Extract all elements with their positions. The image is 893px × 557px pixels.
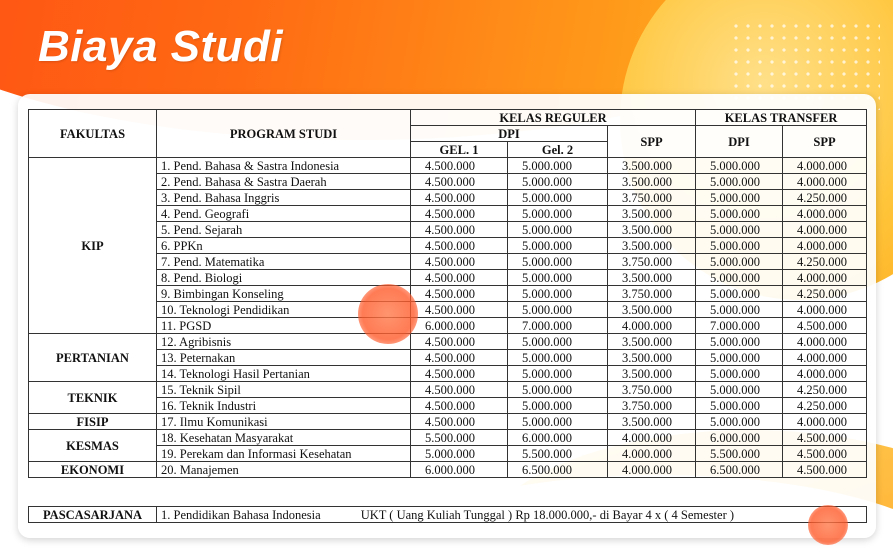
faculty-name: FISIP <box>29 414 157 430</box>
program-name: 18. Kesehatan Masyarakat <box>157 430 411 446</box>
gel1-value: 4.500.000 <box>411 254 508 270</box>
transfer-spp-value: 4.000.000 <box>783 350 867 366</box>
spp-value: 4.000.000 <box>608 462 696 478</box>
program-name: 15. Teknik Sipil <box>157 382 411 398</box>
gel2-value: 5.000.000 <box>508 190 608 206</box>
table-row <box>29 382 867 398</box>
gel1-value: 4.500.000 <box>411 350 508 366</box>
spp-value: 3.500.000 <box>608 222 696 238</box>
gel2-value: 5.000.000 <box>508 270 608 286</box>
gel2-value: 7.000.000 <box>508 318 608 334</box>
program-name: 6. PPKn <box>157 238 411 254</box>
transfer-dpi-value: 5.000.000 <box>696 334 783 350</box>
transfer-spp-value: 4.000.000 <box>783 206 867 222</box>
spp-value: 3.750.000 <box>608 254 696 270</box>
program-name: 5. Pend. Sejarah <box>157 222 411 238</box>
gel1-value: 4.500.000 <box>411 190 508 206</box>
faculty-name: EKONOMI <box>29 462 157 478</box>
header-reguler-dpi: DPI <box>411 126 608 142</box>
program-name: 17. Ilmu Komunikasi <box>157 414 411 430</box>
transfer-spp-value: 4.000.000 <box>783 174 867 190</box>
transfer-dpi-value: 5.000.000 <box>696 190 783 206</box>
transfer-dpi-value: 5.000.000 <box>696 158 783 174</box>
gel2-value: 6.500.000 <box>508 462 608 478</box>
transfer-spp-value: 4.250.000 <box>783 398 867 414</box>
transfer-spp-value: 4.250.000 <box>783 190 867 206</box>
gel1-value: 4.500.000 <box>411 366 508 382</box>
transfer-dpi-value: 5.000.000 <box>696 286 783 302</box>
gel2-value: 5.000.000 <box>508 366 608 382</box>
program-name: 2. Pend. Bahasa & Sastra Daerah <box>157 174 411 190</box>
transfer-spp-value: 4.250.000 <box>783 382 867 398</box>
header-transfer-spp: SPP <box>783 126 867 158</box>
gel2-value: 5.000.000 <box>508 350 608 366</box>
transfer-spp-value: 4.500.000 <box>783 446 867 462</box>
gel1-value: 4.500.000 <box>411 286 508 302</box>
gel2-value: 5.000.000 <box>508 174 608 190</box>
spp-value: 3.500.000 <box>608 414 696 430</box>
gel1-value: 4.500.000 <box>411 158 508 174</box>
program-name: 10. Teknologi Pendidikan <box>157 302 411 318</box>
decorative-circle <box>358 284 418 344</box>
transfer-dpi-value: 5.000.000 <box>696 366 783 382</box>
spp-value: 4.000.000 <box>608 318 696 334</box>
spp-value: 3.750.000 <box>608 398 696 414</box>
gel1-value: 4.500.000 <box>411 270 508 286</box>
spp-value: 3.500.000 <box>608 158 696 174</box>
fee-table <box>28 109 867 478</box>
gel2-value: 6.000.000 <box>508 430 608 446</box>
transfer-spp-value: 4.000.000 <box>783 222 867 238</box>
gel2-value: 5.000.000 <box>508 382 608 398</box>
program-name: 13. Peternakan <box>157 350 411 366</box>
spp-value: 3.500.000 <box>608 334 696 350</box>
transfer-spp-value: 4.500.000 <box>783 430 867 446</box>
transfer-dpi-value: 5.000.000 <box>696 174 783 190</box>
gel2-value: 5.000.000 <box>508 302 608 318</box>
table-row <box>29 158 867 174</box>
gel2-value: 5.500.000 <box>508 446 608 462</box>
fee-table-body <box>29 158 867 478</box>
spp-value: 3.500.000 <box>608 350 696 366</box>
spp-value: 3.750.000 <box>608 382 696 398</box>
transfer-spp-value: 4.000.000 <box>783 302 867 318</box>
gel2-value: 5.000.000 <box>508 206 608 222</box>
program-name: 7. Pend. Matematika <box>157 254 411 270</box>
transfer-dpi-value: 5.000.000 <box>696 254 783 270</box>
faculty-name: KESMAS <box>29 430 157 462</box>
gel1-value: 4.500.000 <box>411 382 508 398</box>
gel2-value: 5.000.000 <box>508 158 608 174</box>
pascasarjana-row <box>29 507 867 523</box>
transfer-dpi-value: 5.000.000 <box>696 382 783 398</box>
transfer-dpi-value: 6.500.000 <box>696 462 783 478</box>
transfer-spp-value: 4.250.000 <box>783 254 867 270</box>
gel2-value: 5.000.000 <box>508 286 608 302</box>
gel1-value: 6.000.000 <box>411 318 508 334</box>
transfer-dpi-value: 5.000.000 <box>696 270 783 286</box>
spp-value: 3.750.000 <box>608 286 696 302</box>
table-row <box>29 334 867 350</box>
program-name: 11. PGSD <box>157 318 411 334</box>
gel1-value: 4.500.000 <box>411 222 508 238</box>
table-row <box>29 414 867 430</box>
transfer-dpi-value: 5.000.000 <box>696 206 783 222</box>
pascasarjana-note: UKT ( Uang Kuliah Tunggal ) Rp 18.000.000,- di Bayar 4 x ( 4 Semester ) <box>360 507 735 522</box>
program-name: 1. Pend. Bahasa & Sastra Indonesia <box>157 158 411 174</box>
gel1-value: 5.000.000 <box>411 446 508 462</box>
spp-value: 3.500.000 <box>608 174 696 190</box>
pascasarjana-faculty: PASCASARJANA <box>29 507 157 523</box>
gel1-value: 4.500.000 <box>411 334 508 350</box>
table-row <box>29 462 867 478</box>
transfer-dpi-value: 5.000.000 <box>696 238 783 254</box>
pascasarjana-program: 1. Pendidikan Bahasa Indonesia <box>161 507 321 522</box>
gel1-value: 4.500.000 <box>411 398 508 414</box>
faculty-name: TEKNIK <box>29 382 157 414</box>
pascasarjana-detail <box>157 507 867 523</box>
program-name: 16. Teknik Industri <box>157 398 411 414</box>
gel2-value: 5.000.000 <box>508 238 608 254</box>
transfer-spp-value: 4.000.000 <box>783 238 867 254</box>
spp-value: 3.500.000 <box>608 238 696 254</box>
transfer-spp-value: 4.000.000 <box>783 158 867 174</box>
transfer-dpi-value: 6.000.000 <box>696 430 783 446</box>
transfer-spp-value: 4.000.000 <box>783 414 867 430</box>
gel1-value: 4.500.000 <box>411 238 508 254</box>
spp-value: 3.750.000 <box>608 190 696 206</box>
gel2-value: 5.000.000 <box>508 254 608 270</box>
program-name: 20. Manajemen <box>157 462 411 478</box>
header-fakultas: FAKULTAS <box>29 110 157 158</box>
transfer-dpi-value: 5.000.000 <box>696 414 783 430</box>
program-name: 8. Pend. Biologi <box>157 270 411 286</box>
gel1-value: 5.500.000 <box>411 430 508 446</box>
transfer-dpi-value: 5.500.000 <box>696 446 783 462</box>
faculty-name: KIP <box>29 158 157 334</box>
header-gel-1: GEL. 1 <box>411 142 508 158</box>
program-name: 14. Teknologi Hasil Pertanian <box>157 366 411 382</box>
gel2-value: 5.000.000 <box>508 334 608 350</box>
spp-value: 4.000.000 <box>608 446 696 462</box>
program-name: 3. Pend. Bahasa Inggris <box>157 190 411 206</box>
gel2-value: 5.000.000 <box>508 414 608 430</box>
transfer-dpi-value: 5.000.000 <box>696 302 783 318</box>
transfer-spp-value: 4.250.000 <box>783 286 867 302</box>
gel1-value: 6.000.000 <box>411 462 508 478</box>
gel1-value: 4.500.000 <box>411 302 508 318</box>
transfer-dpi-value: 5.000.000 <box>696 222 783 238</box>
header-transfer-dpi: DPI <box>696 126 783 158</box>
program-name: 4. Pend. Geografi <box>157 206 411 222</box>
table-row <box>29 430 867 446</box>
gel1-value: 4.500.000 <box>411 206 508 222</box>
spp-value: 4.000.000 <box>608 430 696 446</box>
program-name: 19. Perekam dan Informasi Kesehatan <box>157 446 411 462</box>
gel2-value: 5.000.000 <box>508 222 608 238</box>
transfer-spp-value: 4.000.000 <box>783 270 867 286</box>
spp-value: 3.500.000 <box>608 206 696 222</box>
transfer-dpi-value: 5.000.000 <box>696 350 783 366</box>
spp-value: 3.500.000 <box>608 270 696 286</box>
header-reguler-spp: SPP <box>608 126 696 158</box>
header-program-studi: PROGRAM STUDI <box>157 110 411 158</box>
program-name: 12. Agribisnis <box>157 334 411 350</box>
page-title: Biaya Studi <box>38 22 284 71</box>
transfer-spp-value: 4.500.000 <box>783 318 867 334</box>
transfer-dpi-value: 7.000.000 <box>696 318 783 334</box>
program-name: 9. Bimbingan Konseling <box>157 286 411 302</box>
header-kelas-reguler: KELAS REGULER <box>411 110 696 126</box>
transfer-spp-value: 4.000.000 <box>783 334 867 350</box>
transfer-spp-value: 4.500.000 <box>783 462 867 478</box>
spp-value: 3.500.000 <box>608 302 696 318</box>
transfer-dpi-value: 5.000.000 <box>696 398 783 414</box>
faculty-name: PERTANIAN <box>29 334 157 382</box>
gel1-value: 4.500.000 <box>411 174 508 190</box>
gel2-value: 5.000.000 <box>508 398 608 414</box>
transfer-spp-value: 4.000.000 <box>783 366 867 382</box>
gel1-value: 4.500.000 <box>411 414 508 430</box>
pascasarjana-table <box>28 506 867 523</box>
header-gel-2: Gel. 2 <box>508 142 608 158</box>
header-kelas-transfer: KELAS TRANSFER <box>696 110 867 126</box>
spp-value: 3.500.000 <box>608 366 696 382</box>
decorative-circle-small <box>808 505 848 545</box>
